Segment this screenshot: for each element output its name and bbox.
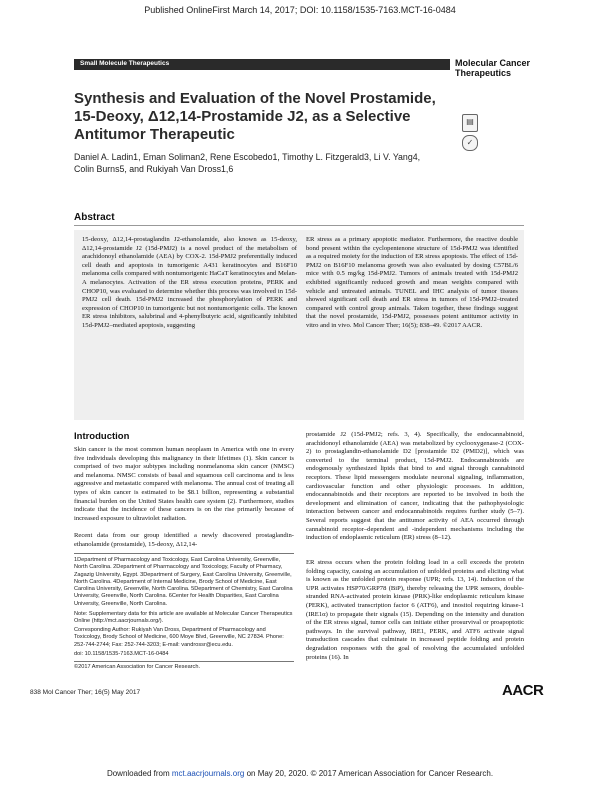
download-suffix: on May 20, 2020. © 2017 American Association for Cancer Research. bbox=[244, 769, 494, 778]
published-line: Published OnlineFirst March 14, 2017; DOI: 10.1158/1535-7163.MCT-16-0484 bbox=[144, 5, 456, 15]
doi-note: doi: 10.1158/1535-7163.MCT-16-0484 bbox=[74, 651, 169, 657]
intro-left-paragraph: Skin cancer is the most common human neoplasm in America with one in every five individuals developing this malignancy in their lifetimes (1). Skin cancer is comprised of two major subtypes including nonmelanoma skin cancer (NMSC) and melanoma. NMSC consists of basal and squamous cell carcinoma and is less aggressive and metastatic compared with melanoma. The annual cost of treating all types of skin cancer is estimated to be $8.1 billion, representing a substantial financial burden on the United States health care system (2). Furthermore, studies indicate that the incidence of these cancers is on the rise primarily because of increased exposure to ultraviolet radiation. bbox=[74, 446, 294, 522]
aacr-logo: AACR bbox=[502, 682, 544, 699]
introduction-heading: Introduction bbox=[74, 431, 130, 442]
correspondence-note: Corresponding Author: Rukiyah Van Dross, Department of Pharmacology and Toxicology, Brody School of Medicine, 600 Moye Blvd, Greenville, NC 27834. Phone: 252-744-2744; Fax: 252-744-3203; E-mail: vandrossr@ecu.edu. bbox=[74, 627, 284, 648]
article-title: Synthesis and Evaluation of the Novel Prostamide, 15-Deoxy, Δ12,14-Prostamide J2, as a Selective Antitumor Therapeutic bbox=[74, 90, 436, 143]
supplementary-note: Note: Supplementary data for this article are available at Molecular Cancer Therapeutics Online (http://mct.aacrjournals.org/). bbox=[74, 611, 293, 625]
page-footer: 838 Mol Cancer Ther; 16(5) May 2017 bbox=[30, 689, 141, 696]
intro-left-paragraph-2: Recent data from our group identified a newly discovered prostaglandin-ethanolamide (prostamide), 15-deoxy, Δ12,14- bbox=[74, 532, 294, 548]
download-line bbox=[0, 769, 600, 778]
download-prefix: Downloaded from bbox=[106, 769, 172, 778]
journal-name: Molecular Cancer Therapeutics bbox=[455, 58, 531, 78]
section-label: Small Molecule Therapeutics bbox=[80, 60, 170, 67]
pdf-icon[interactable]: ▤ bbox=[462, 114, 478, 132]
affiliations-footnote: 1Department of Pharmacology and Toxicology, East Carolina University, Greenville, North Carolina. 2Department of Pharmacology and Toxicology, Faculty of Pharmacy, Zagazig University, Egypt. 3Department of Surgery, East Carolina University, Greenville, North Carolina. 4Department of Internal Medicine, Brody School of Medicine, East Carolina University, Greenville, North Carolina. 5Department of Chemistry, East Carolina University, Greenville, North Carolina. 6Center for Health Disparities, East Carolina University, Greenville, North Carolina. bbox=[74, 557, 293, 607]
crossmark-icon[interactable]: ✓ bbox=[462, 135, 478, 151]
copyright-note: ©2017 American Association for Cancer Research. bbox=[74, 664, 201, 670]
footnote-rule bbox=[74, 553, 294, 554]
abstract-rule bbox=[74, 225, 524, 226]
copyright-rule bbox=[74, 661, 294, 662]
intro-right-paragraph-2: ER stress occurs when the protein folding load in a cell exceeds the protein folding capacity, causing an accumulation of unfolded proteins and eliciting what is known as the unfolded protein response (UPR; refs. 13, 14). Induction of the UPR activates HSP70/GRP78 (BiP), thereby releasing the UPR sensors, double-stranded RNA-activated protein kinase (PRK)-like endoplasmic reticulum kinase (PERK), activated transcription factor 6 (ATF6), and inositol requiring kinase-1 (IRE1α) to propagate their signals (15). Depending on the intensity and duration of the ER stress signal, tumor cells can initiate either prosurvival or proapoptotic pathways. In the survival pathway, IRE1, PERK, and ATF6 activate signal transduction cascades that culminate in increased peptide folding and protein degradation responses with the goal of resolving the accumulated unfolded proteins (16). In bbox=[306, 559, 524, 661]
abstract-left-column: 15-deoxy, Δ12,14-prostaglandin J2-ethanolamide, also known as 15-deoxy, Δ12,14-prostamide J2 (15d-PMJ2) is a novel product of the metabolism of arachidonoyl ethanolamide (AEA) by COX-2. 15d-PMJ2 preferentially induced cell death and apoptosis in tumorigenic A431 keratinocytes and B16F10 melanoma cells compared with nontumorigenic HaCaT keratinocytes and Melan-A melanocytes. Activation of the ER stress execution proteins, PERK and CHOP10, was evaluated to determine whether this process was involved in 15d-PMJ2 cell death. 15d-PMJ2 increased the phosphorylation of PERK and expression of CHOP10 in tumorigenic but not nontumorigenic cells. The known ER stress inhibitors, salubrinal and 4-phenylbutyric acid, significantly inhibited 15d-PMJ2–mediated apoptosis, suggesting bbox=[82, 236, 297, 329]
intro-right-paragraph-1: prostamide J2 (15d-PMJ2; refs. 3, 4). Specifically, the endocannabinoid, arachidonoyl ethanolamide (AEA) was metabolized by cyclooxygenase-2 (COX-2) to prostaglandin-ethanolamide D2 [prostamide D2 (PMD2)], which was converted to the terminal product, 15d-PMJ2. Endocannabinoids are endogenously synthesized lipids that bind to and signal through cannabinoid receptors. These lipid messengers modulate neuronal signaling, inflammation, cardiovascular function and other physiologic processes. In addition, endocannabinoids and their receptors are reported to be involved in both the development and elimination of cancer, indicating that the pathophysiologic interaction between cancer and endocannabinoids requires further study (5–7). Several reports suggest that the antitumor activity of AEA occurred through cannabinoid receptor–dependent and -independent mechanisms including the induction of endoplasmic reticulum (ER) stress (8–12). bbox=[306, 431, 524, 542]
journal-link[interactable]: mct.aacrjournals.org bbox=[171, 769, 245, 778]
abstract-right-column: ER stress as a primary apoptotic mediator. Furthermore, the reactive double bond present within the cyclopentenone structure of 15d-PMJ2 was identified as a required moiety for the induction of ER stress apoptosis. The effect of 15d-PMJ2 on B16F10 melanoma growth was also evaluated by dosing C57BL/6 mice with 0.5 mg/kg 15d-PMJ2. Tumors of animals treated with 15d-PMJ2 exhibited significantly reduced growth and mean weights compared with vehicle and untreated animals. TUNEL and IHC analysis of tumor tissues showed significant cell death and ER stress in tumors of 15d-PMJ2–treated compared with control group animals. Taken together, these findings suggest that the novel prostamide, 15d-PMJ2, possesses potent antitumor activity in vitro and in vivo. Mol Cancer Ther; 16(5); 838–49. ©2017 AACR. bbox=[306, 236, 518, 329]
author-list: Daniel A. Ladin1, Eman Soliman2, Rene Escobedo1, Timothy L. Fitzgerald3, Li V. Yang4, Colin Burns5, and Rukiyah Van Dross1,6 bbox=[74, 152, 421, 174]
abstract-heading: Abstract bbox=[74, 212, 115, 223]
